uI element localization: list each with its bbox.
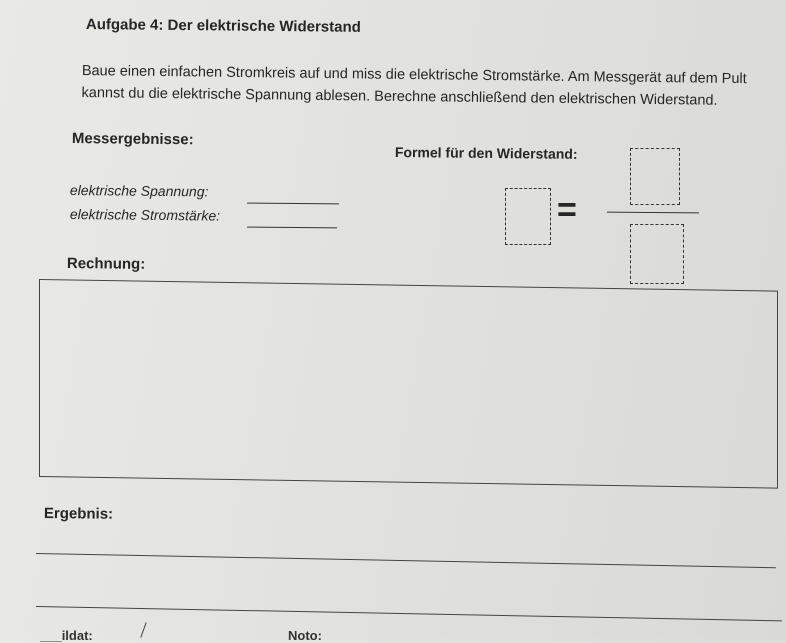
formula-numerator-box[interactable] xyxy=(630,148,680,205)
formula-fraction-line xyxy=(607,212,699,214)
voltage-blank[interactable] xyxy=(247,203,339,205)
calculation-heading: Rechnung: xyxy=(66,255,146,273)
current-label: elektrische Stromstärke: xyxy=(69,206,221,224)
task-instructions: Baue einen einfachen Stromkreis auf und miss die elektrische Stromstärke. Am Messgerät auf dem Pult kannst du die elektrische Spannung ablesen. Berechne anschließend den elektrischen Widerstand. xyxy=(81,62,747,109)
cutoff-text-right: Noto: xyxy=(288,628,322,643)
result-line-1[interactable] xyxy=(36,553,776,568)
measurements-heading: Messergebnisse: xyxy=(71,130,194,149)
cutoff-text-left: ___ildat: xyxy=(40,628,93,643)
result-heading: Ergebnis: xyxy=(43,505,114,523)
formula-denominator-box[interactable] xyxy=(630,224,684,284)
formula-equals-sign: = xyxy=(557,191,577,229)
formula-heading: Formel für den Widerstand: xyxy=(394,144,578,162)
task-title: Aufgabe 4: Der elektrische Widerstand xyxy=(85,16,361,36)
voltage-label: elektrische Spannung: xyxy=(69,182,209,200)
calculation-box[interactable] xyxy=(39,279,778,489)
result-line-2[interactable] xyxy=(36,606,782,621)
current-blank[interactable] xyxy=(247,227,337,229)
formula-resistance-box[interactable] xyxy=(505,188,551,245)
pen-mark xyxy=(140,622,146,637)
